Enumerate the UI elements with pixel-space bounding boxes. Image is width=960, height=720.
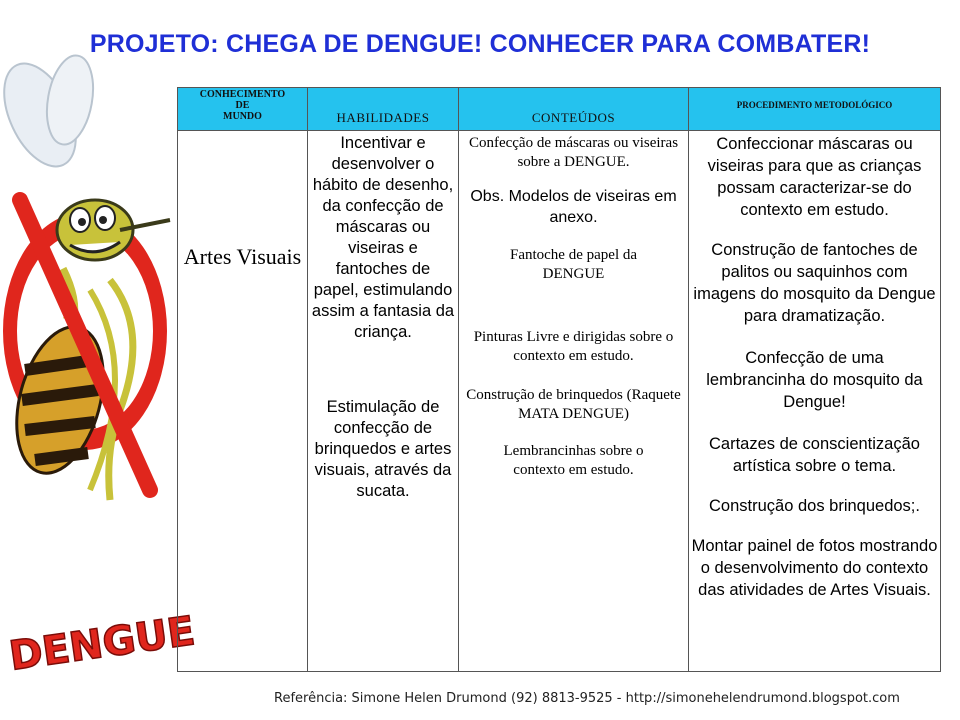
header-conteudos: CONTEÚDOS bbox=[459, 88, 689, 131]
procedimento-item: Montar painel de fotos mostrando o desenvolvimento do contexto das atividades de Artes Visuais. bbox=[691, 537, 938, 599]
table-header-row bbox=[178, 88, 941, 131]
conteudo-item: Construção de brinquedos (Raquete MATA DENGUE) bbox=[466, 387, 681, 422]
procedimento-item: Confecção de uma lembrancinha do mosquito da Dengue! bbox=[706, 349, 923, 411]
no-mosquito-icon bbox=[0, 70, 198, 700]
habilidade-item: Incentivar e desenvolver o hábito de desenho, da confecção de máscaras ou viseiras e fantoches de papel, estimulando assim a fantasia da criança. bbox=[311, 134, 455, 341]
area-label: Artes Visuais bbox=[183, 244, 302, 269]
conteudo-item: Obs. Modelos de viseiras em anexo. bbox=[470, 188, 677, 226]
cell-conteudos bbox=[459, 131, 689, 672]
cell-habilidades bbox=[308, 131, 459, 672]
procedimento-item: Construção dos brinquedos;. bbox=[709, 497, 920, 515]
footer-reference: Referência: Simone Helen Drumond (92) 8813-9525 - http://simonehelendrumond.blogspot.com bbox=[274, 691, 900, 706]
table-row bbox=[178, 131, 941, 672]
procedimento-item: Confeccionar máscaras ou viseiras para que as crianças possam caracterizar-se do contexto em estudo. bbox=[707, 135, 922, 219]
conteudo-item: Lembrancinhas sobre o contexto em estudo. bbox=[503, 443, 644, 478]
conteudo-item: Confecção de máscaras ou viseiras sobre a DENGUE. bbox=[468, 135, 679, 170]
header-procedimento: PROCEDIMENTO METODOLÓGICO bbox=[689, 88, 941, 131]
page-title: PROJETO: CHEGA DE DENGUE! CONHECER PARA COMBATER! bbox=[89, 30, 871, 58]
dengue-text: DENGUE bbox=[6, 608, 198, 680]
header-conhecimento: CONHECIMENTO DE MUNDO bbox=[178, 88, 308, 131]
header-habilidades: HABILIDADES bbox=[308, 88, 459, 131]
dengue-logo bbox=[0, 70, 198, 700]
procedimento-item: Construção de fantoches de palitos ou saquinhos com imagens do mosquito da Dengue para dramatização. bbox=[693, 241, 936, 325]
cell-procedimentos bbox=[689, 131, 941, 672]
conteudo-item: Fantoche de papel da DENGUE bbox=[509, 247, 638, 282]
habilidade-item: Estimulação de confecção de brinquedos e artes visuais, através da sucata. bbox=[314, 398, 452, 500]
project-table bbox=[177, 87, 941, 672]
procedimento-item: Cartazes de conscientização artística sobre o tema. bbox=[709, 435, 920, 475]
cell-area bbox=[178, 131, 308, 672]
conteudo-item: Pinturas Livre e dirigidas sobre o contexto em estudo. bbox=[473, 329, 674, 364]
